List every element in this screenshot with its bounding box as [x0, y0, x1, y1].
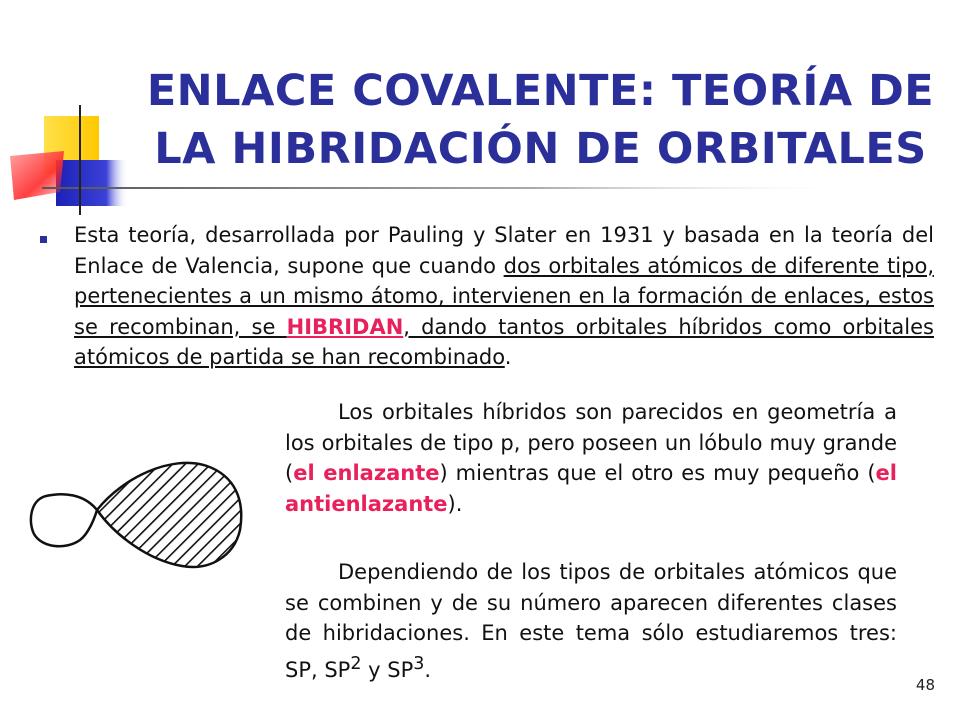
- bullet-underlined-text: dos orbitales atómicos de diferente tipo, pertenecientes a un mismo átomo, intervienen en la formación de enlaces, estos se recombinan, se: [74, 253, 934, 339]
- title-line-1: ENLACE COVALENTE: TEORÍA DE: [146, 66, 935, 116]
- superscript-2: 2: [350, 653, 362, 674]
- paragraph2-text-c: .: [424, 657, 432, 682]
- hibridan-highlight: HIBRIDAN: [286, 314, 404, 339]
- bullet-text-end: .: [504, 345, 512, 369]
- bullet-text: [74, 220, 934, 373]
- bullet-text-intro: Esta teoría, desarrollada por Pauling y Slater en 1931 y basada en la teoría del Enlace de Valencia, supone que cuando: [74, 223, 934, 278]
- paragraph2-text-a: Dependiendo de los tipos de orbitales atómicos que se combinen y de su número aparecen diferentes clases de hibridaciones. En este tema sólo estudiaremos tres: SP, SP: [285, 560, 897, 682]
- hybrid-orbital-diagram: [22, 448, 247, 574]
- paragraph2-text-b: y SP: [361, 657, 414, 682]
- deco-yellow-square: [44, 116, 99, 174]
- antienlazante-highlight: el antienlazante: [285, 461, 897, 516]
- deco-red-square: [10, 151, 64, 200]
- superscript-3: 3: [413, 653, 425, 674]
- paragraph-hybridization-types: [285, 557, 897, 685]
- paragraph1-text-b: ) mientras que el otro es muy pequeño (: [439, 461, 876, 485]
- paragraph1-text-c: ).: [447, 491, 463, 516]
- large-lobe-enlazante: [97, 463, 241, 567]
- deco-blue-square: [56, 160, 128, 206]
- deco-horizontal-line: [42, 187, 862, 189]
- bullet-underlined-text-2: , dando tantos orbitales híbridos como orbitales atómicos de partida se han recombinado: [74, 314, 934, 369]
- title-line-2: LA HIBRIDACIÓN DE ORBITALES: [154, 124, 927, 174]
- page-number: 48: [915, 676, 935, 694]
- slide-title: [128, 62, 953, 178]
- enlazante-highlight: el enlazante: [293, 461, 440, 485]
- paragraph-hybrid-orbitals: [285, 397, 897, 519]
- small-lobe-antienlazante: [31, 494, 97, 546]
- bullet-square-icon: [40, 236, 47, 243]
- deco-vertical-line: [79, 105, 81, 215]
- paragraph1-text-a: Los orbitales híbridos son parecidos en geometría a los orbitales de tipo p, pero poseen un lóbulo muy grande (: [285, 400, 897, 485]
